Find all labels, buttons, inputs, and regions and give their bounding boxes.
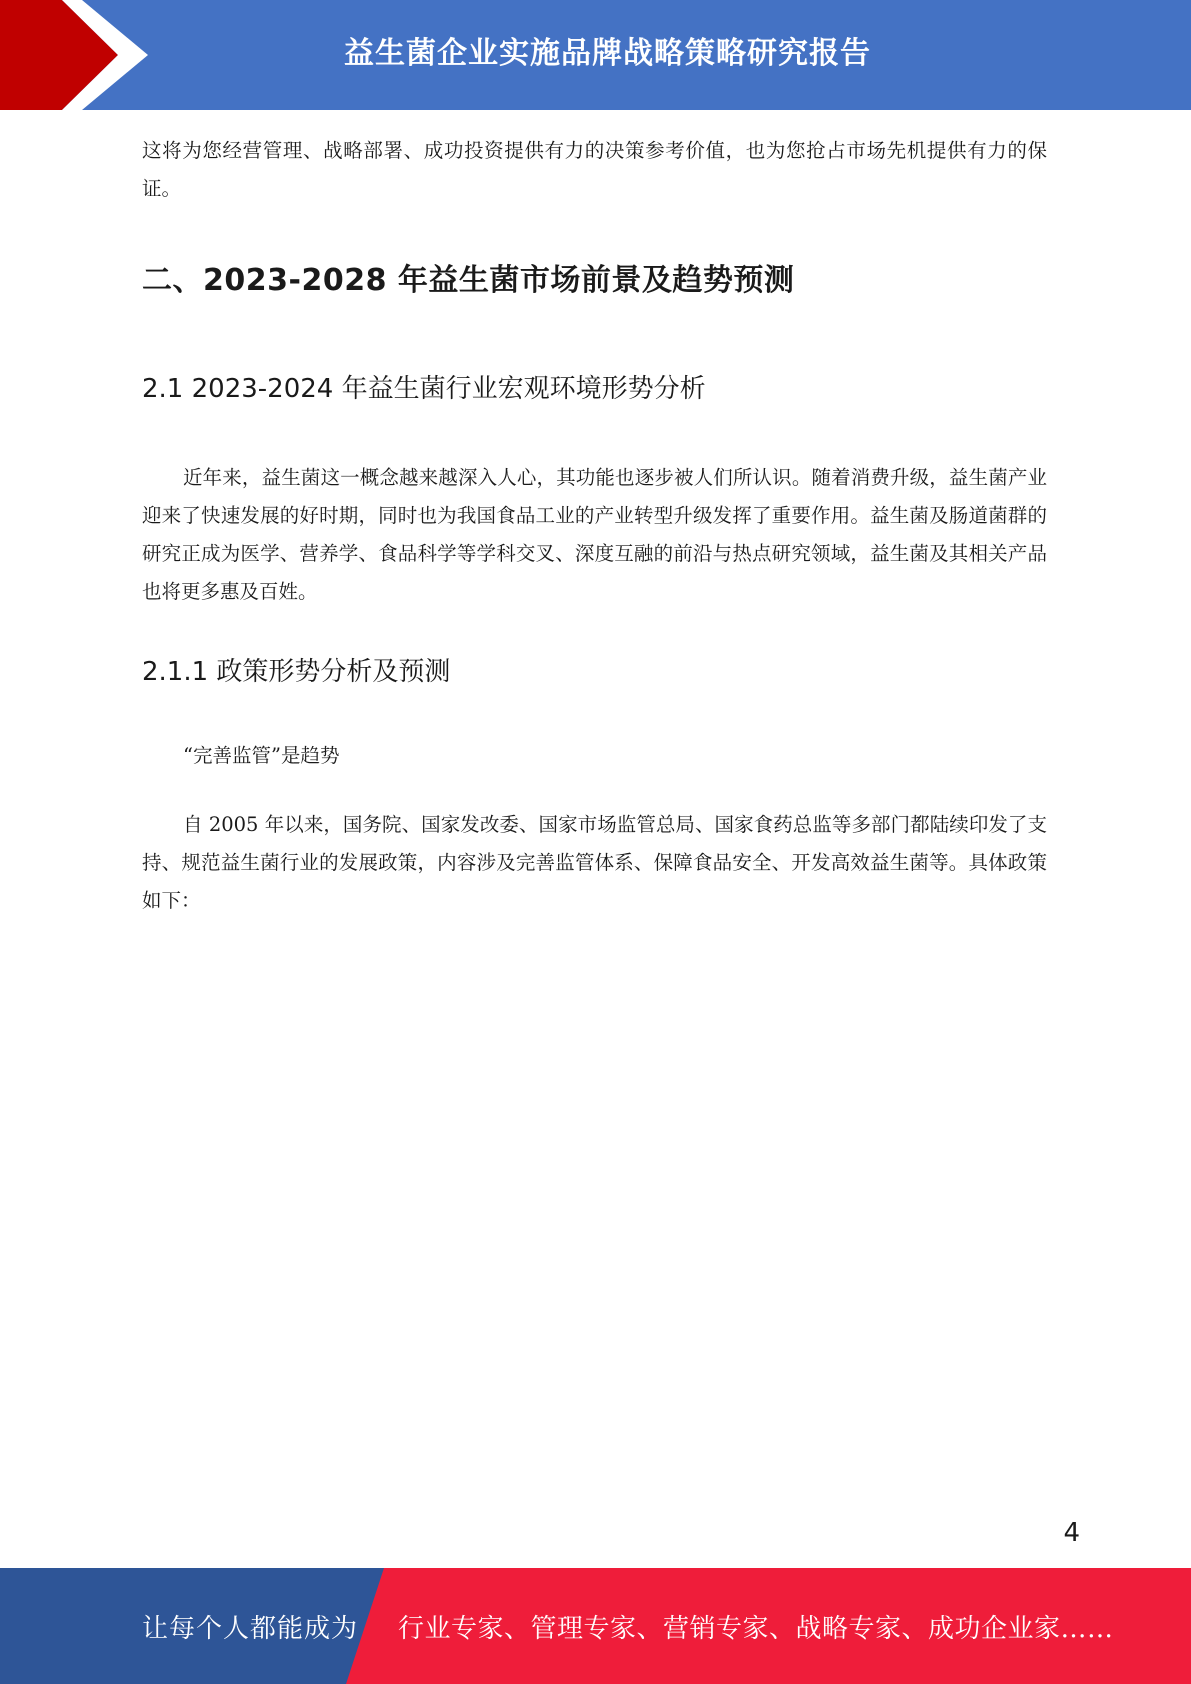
page-number: 4 bbox=[1063, 1518, 1080, 1548]
trend-label: “完善监管”是趋势 bbox=[183, 744, 340, 767]
page-content bbox=[142, 132, 1047, 920]
subsection-title: 2.1 2023-2024 年益生菌行业宏观环境形势分析 bbox=[142, 374, 706, 404]
paragraph-macro-environment: 近年来，益生菌这一概念越来越深入人心，其功能也逐步被人们所认识。随着消费升级，益生菌产业迎来了快速发展的好时期，同时也为我国食品工业的产业转型升级发挥了重要作用。益生菌及肠道菌群的研究正成为医学、营养学、食品科学等学科交叉、深度互融的前沿与热点研究领域，益生菌及其相关产品也将更多惠及百姓。 bbox=[142, 466, 1047, 603]
footer-slogan-left: 让每个人都能成为 bbox=[142, 1614, 359, 1644]
page-header bbox=[0, 0, 1191, 110]
paragraph-policy: 自 2005 年以来，国务院、国家发改委、国家市场监管总局、国家食药总监等多部门都陆续印发了支持、规范益生菌行业的发展政策，内容涉及完善监管体系、保障食品安全、开发高效益生菌等。具体政策如下： bbox=[142, 813, 1047, 912]
subsubsection-title: 2.1.1 政策形势分析及预测 bbox=[142, 657, 451, 687]
footer-slogan-right: 行业专家、管理专家、营销专家、战略专家、成功企业家…… bbox=[398, 1614, 1114, 1644]
header-title: 益生菌企业实施品牌战略策略研究报告 bbox=[344, 36, 871, 71]
section-title: 二、2023-2028 年益生菌市场前景及趋势预测 bbox=[142, 263, 795, 298]
page-footer bbox=[0, 1568, 1191, 1684]
intro-paragraph: 这将为您经营管理、战略部署、成功投资提供有力的决策参考价值，也为您抢占市场先机提供有力的保证。 bbox=[142, 139, 1047, 200]
